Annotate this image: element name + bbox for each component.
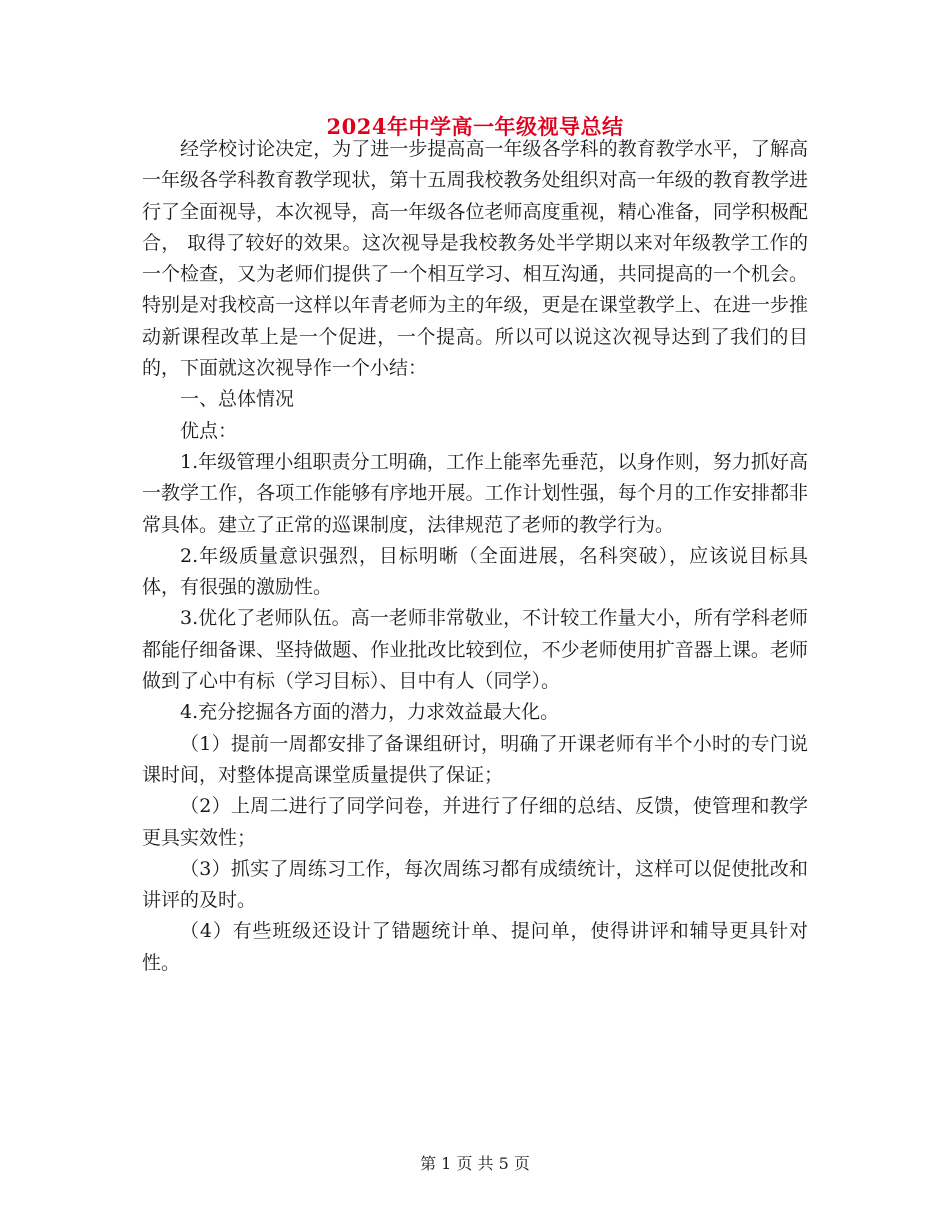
sub-point-3: （3）抓实了周练习工作，每次周练习都有成绩统计，这样可以促使批改和讲评的及时。 xyxy=(142,857,808,912)
sub-point-2: （2）上周二进行了同学问卷，并进行了仔细的总结、反馈，使管理和教学更具实效性； xyxy=(142,795,808,849)
document-body xyxy=(142,134,808,979)
subheading-strengths: 优点： xyxy=(180,419,238,442)
sub-point-1: （1）提前一周都安排了备课组研讨，明确了开课老师有半个小时的专门说课时间，对整体提高课堂质量提供了保证； xyxy=(142,732,808,786)
intro-paragraph: 经学校讨论决定，为了进一步提高高一年级各学科的教育教学水平，了解高一年级各学科教育教学现状，第十五周我校教务处组织对高一年级的教育教学进行了全面视导，本次视导，高一年级各位老师高度重视，精心准备，同学积极配合， 取得了较好的效果。这次视导是我校教务处半学期以来对年级教学工作的一个检查，又为老师们提供了一个相互学习、相互沟通，共同提高的一个机会。特别是对我校高一这样以年青老师为主的年级，更是在课堂教学上、在进一步推动新课程改革上是一个促进，一个提高。所以可以说这次视导达到了我们的目的，下面就这次视导作一个小结： xyxy=(142,138,808,380)
point-4: 4.充分挖掘各方面的潜力，力求效益最大化。 xyxy=(180,701,560,724)
sub-point-4: （4）有些班级还设计了错题统计单、提问单，使得讲评和辅导更具针对性。 xyxy=(142,920,808,974)
point-3: 3.优化了老师队伍。高一老师非常敬业，不计较工作量大小，所有学科老师都能仔细备课、坚持做题、作业批改比较到位，不少老师使用扩音器上课。老师做到了心中有标（学习目标）、目中有人（同学）。 xyxy=(142,607,808,693)
section-heading: 一、总体情况 xyxy=(180,388,295,411)
point-2: 2.年级质量意识强烈，目标明晰（全面进展，名科突破），应该说目标具体，有很强的激励性。 xyxy=(142,544,808,599)
document-title: 2024年中学高一年级视导总结 xyxy=(326,114,624,139)
page-footer: 第 1 页 共 5 页 xyxy=(420,1154,530,1173)
point-1: 1.年级管理小组职责分工明确，工作上能率先垂范，以身作则，努力抓好高一教学工作，各项工作能够有序地开展。工作计划性强，每个月的工作安排都非常具体。建立了正常的巡课制度，法律规范了老师的教学行为。 xyxy=(142,450,808,536)
